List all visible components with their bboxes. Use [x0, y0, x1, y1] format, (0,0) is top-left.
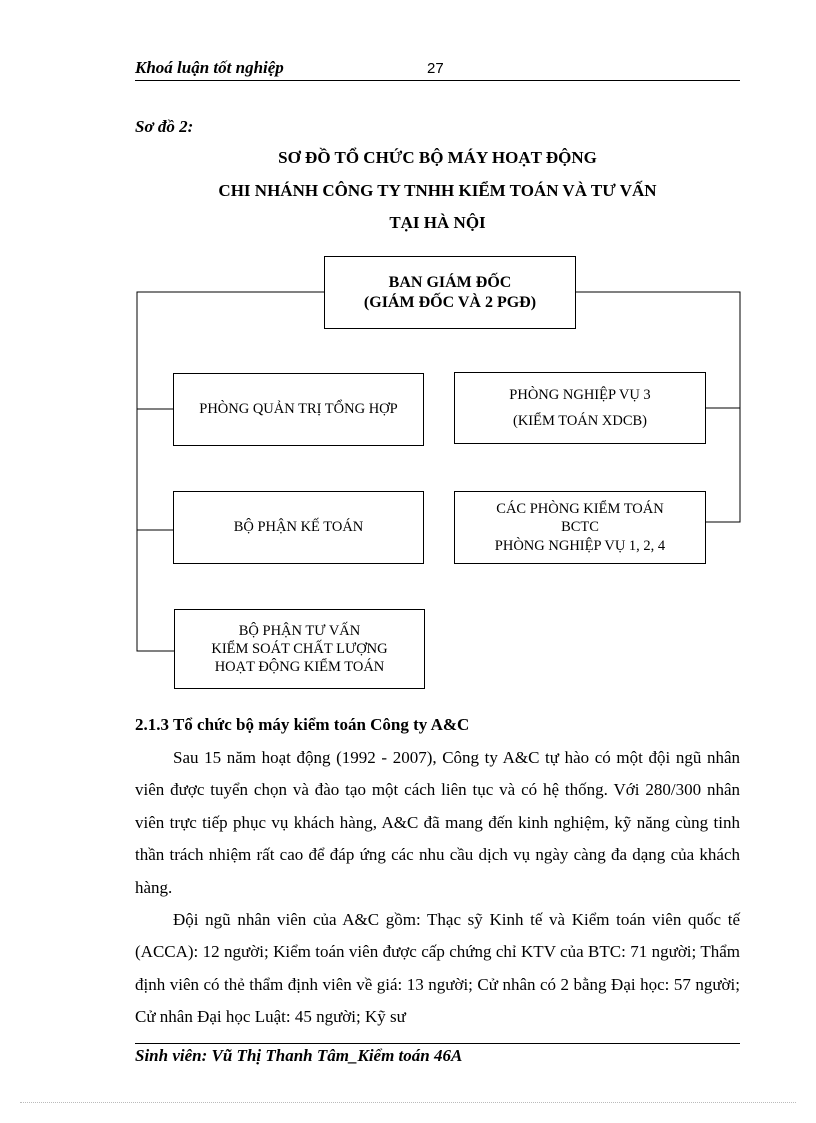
paragraph-2: [135, 904, 740, 1034]
node-board-of-directors: [324, 256, 576, 329]
left-connector: [137, 292, 324, 651]
figure-title-line-3: TẠI HÀ NỘI: [389, 213, 486, 232]
figure-title-line-1: SƠ ĐỒ TỔ CHỨC BỘ MÁY HOẠT ĐỘNG: [278, 148, 597, 167]
header-title: Khoá luận tốt nghiệp: [135, 58, 284, 77]
node-line: CÁC PHÒNG KIỂM TOÁN: [496, 501, 664, 518]
node-line: BỘ PHẬN KẾ TOÁN: [233, 519, 364, 536]
node-line: BỘ PHẬN TƯ VẤN: [238, 622, 361, 639]
node-line: (GIÁM ĐỐC VÀ 2 PGĐ): [363, 293, 537, 311]
node-line: PHÒNG NGHIỆP VỤ 3: [509, 386, 651, 403]
section-heading: 2.1.3 Tổ chức bộ máy kiểm toán Công ty A&C: [135, 715, 470, 734]
paragraph-1-text: Sau 15 năm hoạt động (1992 - 2007), Công ty A&C tự hào có một đội ngũ nhân viên được tuyển chọn và đào tạo một cách liên tục và có hệ thống. Với 280/300 nhân viên trực tiếp phục vụ khách hàng, A&C đã mang đến kinh nghiệm, kỹ năng cùng tinh thần trách nhiệm rất cao để đáp ứng các nhu cầu dịch vụ ngày càng đa dạng của khách hàng.: [135, 748, 740, 897]
paragraph-2-text: Đội ngũ nhân viên của A&C gồm: Thạc sỹ Kinh tế và Kiểm toán viên quốc tế (ACCA): 12 người; Kiểm toán viên được cấp chứng chỉ KTV của BTC: 71 người; Thẩm định viên có thẻ thẩm định viên về giá: 13 người; Cử nhân có 2 bằng Đại học: 57 người; Cử nhân Đại học Luật: 45 người; Kỹ sư: [135, 910, 740, 1027]
page-number: 27: [427, 60, 444, 77]
node-line: BCTC: [561, 519, 599, 536]
node-admin-department: [173, 373, 424, 446]
node-line: (KIỂM TOÁN XDCB): [513, 413, 647, 429]
paragraph-1: [135, 742, 740, 904]
node-line: PHÒNG QUẢN TRỊ TỔNG HỢP: [199, 401, 398, 418]
footer-rule: [135, 1043, 740, 1044]
node-line: BAN GIÁM ĐỐC: [388, 273, 512, 291]
page-bottom-dotted-line: [20, 1102, 796, 1103]
node-audit-departments: [454, 491, 706, 564]
node-line: KIỂM SOÁT CHẤT LƯỢNG: [211, 640, 388, 657]
figure-label: Sơ đồ 2:: [135, 117, 194, 136]
node-consulting: [174, 609, 425, 689]
node-department-3: [454, 372, 706, 444]
figure-title-line-2: CHI NHÁNH CÔNG TY TNHH KIỂM TOÁN VÀ TƯ VẤN: [218, 181, 657, 200]
node-line: PHÒNG NGHIỆP VỤ 1, 2, 4: [494, 537, 666, 554]
node-accounting: [173, 491, 424, 564]
footer-text: Sinh viên: Vũ Thị Thanh Tâm_Kiểm toán 46A: [135, 1046, 463, 1065]
node-line: HOẠT ĐỘNG KIỂM TOÁN: [214, 659, 385, 676]
